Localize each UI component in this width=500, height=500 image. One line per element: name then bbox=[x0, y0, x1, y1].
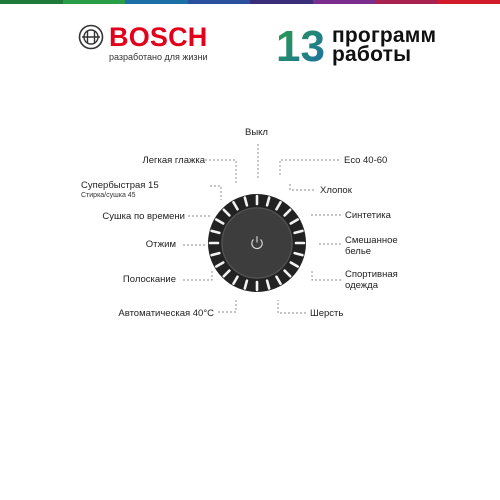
program-mixed-line1: Смешанное bbox=[345, 235, 398, 246]
programs-label-line2: работы bbox=[332, 43, 412, 66]
leader-rinse bbox=[183, 270, 212, 280]
program-super-quick-label: Супербыстрая 15 bbox=[81, 180, 159, 191]
leader-super-quick bbox=[210, 186, 221, 200]
program-mixed bbox=[345, 235, 398, 257]
program-spin: Отжим bbox=[145, 239, 176, 250]
program-auto: Автоматическая 40°C bbox=[118, 308, 214, 319]
leader-sport bbox=[312, 270, 341, 280]
program-knob[interactable] bbox=[208, 194, 306, 292]
brand-name: BOSCH bbox=[109, 22, 208, 52]
leader-wool bbox=[278, 300, 306, 313]
program-time-dry: Сушка по времени bbox=[102, 211, 185, 222]
program-super-quick bbox=[81, 180, 159, 200]
program-sport bbox=[345, 269, 398, 291]
program-synthetic: Синтетика bbox=[345, 210, 391, 221]
program-super-quick-sub: Стирка/сушка 45 bbox=[81, 192, 136, 199]
programs-number-digit1: 13 bbox=[276, 24, 325, 66]
program-off: Выкл bbox=[245, 127, 268, 138]
program-rinse: Полоскание bbox=[122, 274, 176, 285]
programs-label-line1: программ bbox=[332, 24, 437, 47]
program-eco: Eco 40-60 bbox=[344, 155, 388, 166]
program-cotton: Хлопок bbox=[320, 185, 352, 196]
program-sport-line1: Спортивная bbox=[345, 269, 398, 280]
leader-auto bbox=[218, 300, 236, 312]
program-sport-line2: одежда bbox=[345, 280, 378, 291]
leader-cotton bbox=[290, 184, 314, 190]
knob-center bbox=[221, 207, 293, 279]
program-mixed-line2: белье bbox=[345, 246, 372, 257]
brand-tagline: разработано для жизни bbox=[109, 52, 208, 62]
program-wool: Шерсть bbox=[310, 308, 344, 319]
leader-light-iron bbox=[205, 160, 236, 183]
leader-eco bbox=[280, 160, 339, 176]
program-light-iron: Легкая глажка bbox=[142, 155, 205, 166]
